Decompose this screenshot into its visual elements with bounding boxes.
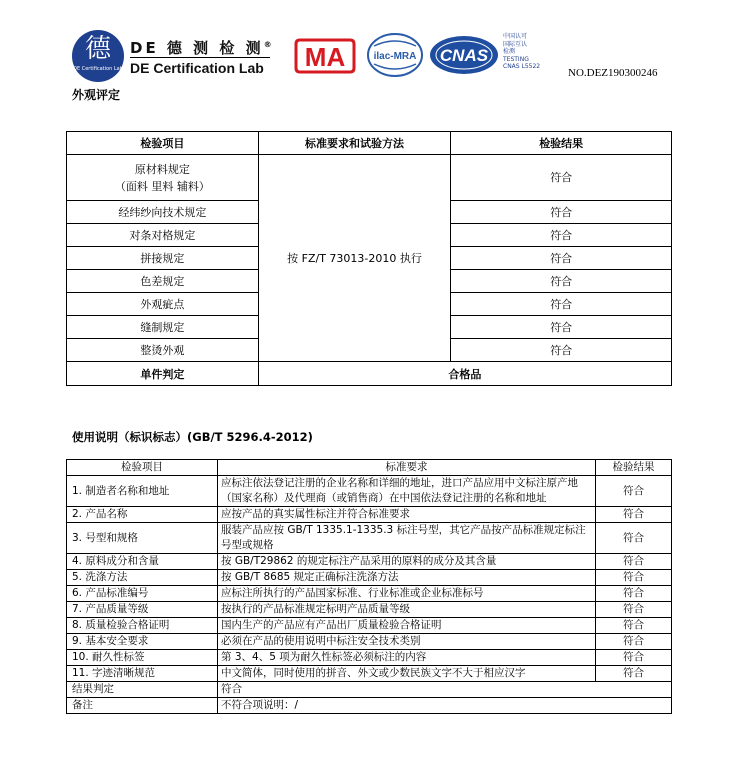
result-cell: 符合: [596, 666, 672, 682]
conclusion-label: 结果判定: [67, 682, 218, 698]
brand-divider: [130, 57, 270, 58]
brand-name-cn: DE 德 测 检 测®: [130, 39, 275, 57]
item-cell: 2. 产品名称: [67, 507, 218, 523]
result-cell: 符合: [451, 270, 672, 293]
item-cell: 9. 基本安全要求: [67, 634, 218, 650]
remark-label: 备注: [67, 698, 218, 714]
conclusion-value: 符合: [218, 682, 672, 698]
result-cell: 符合: [596, 602, 672, 618]
item-cell: 外观疵点: [67, 293, 259, 316]
report-number: NO.DEZ190300246: [568, 67, 658, 79]
result-cell: 符合: [451, 293, 672, 316]
result-cell: 符合: [596, 507, 672, 523]
method-cell: 按 FZ/T 73013-2010 执行: [258, 155, 451, 362]
table-footer-row: [67, 362, 672, 386]
cnas-text: CNAS: [439, 46, 489, 65]
requirement-cell: 国内生产的产品应有产品出厂质量检验合格证明: [218, 618, 596, 634]
header-result: 检验结果: [451, 132, 672, 155]
ilac-mra-logo: [366, 32, 424, 78]
result-cell: 符合: [596, 554, 672, 570]
appearance-table: [66, 131, 672, 386]
requirement-cell: 第 3、4、5 项为耐久性标签必须标注的内容: [218, 650, 596, 666]
cma-mark-logo: [292, 38, 358, 74]
table-row: [67, 507, 672, 523]
table-row: [67, 618, 672, 634]
result-cell: 符合: [596, 650, 672, 666]
table-row: [67, 602, 672, 618]
result-cell: 符合: [596, 634, 672, 650]
requirement-cell: 必须在产品的使用说明中标注安全技术类别: [218, 634, 596, 650]
conclusion-row: [67, 682, 672, 698]
requirement-cell: 中文简体，同时使用的拼音、外文或少数民族文字不大于相应汉字: [218, 666, 596, 682]
labeling-table: [66, 459, 672, 714]
table-row: [67, 476, 672, 507]
item-cell: 对条对格规定: [67, 224, 259, 247]
result-cell: 符合: [596, 523, 672, 554]
remark-value: 不符合项说明：/: [218, 698, 672, 714]
item-cell: 7. 产品质量等级: [67, 602, 218, 618]
result-cell: 符合: [596, 586, 672, 602]
item-cell: 1. 制造者名称和地址: [67, 476, 218, 507]
item-cell: 3. 号型和规格: [67, 523, 218, 554]
requirement-cell: 应标注所执行的产品国家标准、行业标准或企业标准标号: [218, 586, 596, 602]
cnas-accreditation-text: 中国认可 国际互认 检测 TESTING CNAS L5522: [503, 33, 541, 70]
result-cell: 符合: [451, 224, 672, 247]
registered-mark: ®: [263, 40, 275, 49]
logo-subtitle: DE Certification Lab: [73, 66, 123, 72]
item-cell: 色差规定: [67, 270, 259, 293]
header-item: 检验项目: [67, 460, 218, 476]
requirement-cell: 按执行的产品标准规定标明产品质量等级: [218, 602, 596, 618]
header-result: 检验结果: [596, 460, 672, 476]
item-cell: 整烫外观: [67, 339, 259, 362]
cnas-logo: [428, 34, 500, 76]
requirement-cell: 按 GB/T 8685 规定正确标注洗涤方法: [218, 570, 596, 586]
table-row: [67, 634, 672, 650]
footer-label: 单件判定: [67, 362, 259, 386]
item-cell: 10. 耐久性标签: [67, 650, 218, 666]
table-row: [67, 570, 672, 586]
brand-name-en: DE Certification Lab: [130, 60, 264, 76]
table-row: [67, 586, 672, 602]
result-cell: 符合: [596, 618, 672, 634]
company-logo: [72, 30, 124, 82]
section-title-appearance: 外观评定: [72, 88, 121, 102]
item-cell: 缝制规定: [67, 316, 259, 339]
item-cell: 原材料规定 （面料 里料 辅料）: [67, 155, 259, 201]
item-cell: 6. 产品标准编号: [67, 586, 218, 602]
table-row: [67, 666, 672, 682]
result-cell: 符合: [451, 247, 672, 270]
item-cell: 11. 字迹清晰规范: [67, 666, 218, 682]
table-row: [67, 650, 672, 666]
item-cell: 4. 原料成分和含量: [67, 554, 218, 570]
section-title-labeling: 使用说明（标识标志）(GB/T 5296.4-2012): [72, 430, 313, 444]
table-row: [67, 554, 672, 570]
result-cell: 符合: [451, 339, 672, 362]
logo-character: 德: [84, 34, 111, 64]
footer-value: 合格品: [258, 362, 671, 386]
ma-text: MA: [304, 42, 346, 72]
item-cell: 5. 洗涤方法: [67, 570, 218, 586]
remark-row: [67, 698, 672, 714]
table-row: [67, 523, 672, 554]
header-method: 标准要求和试验方法: [258, 132, 451, 155]
result-cell: 符合: [596, 476, 672, 507]
requirement-cell: 服装产品应按 GB/T 1335.1-1335.3 标注号型，其它产品按产品标准规定标注号型或规格: [218, 523, 596, 554]
ilac-text: ilac-MRA: [373, 51, 417, 62]
requirement-cell: 按 GB/T29862 的规定标注产品采用的原料的成分及其含量: [218, 554, 596, 570]
item-cell: 8. 质量检验合格证明: [67, 618, 218, 634]
header-item: 检验项目: [67, 132, 259, 155]
table-row: [67, 155, 672, 201]
table-header-row: [67, 132, 672, 155]
table-header-row: [67, 460, 672, 476]
result-cell: 符合: [451, 155, 672, 201]
result-cell: 符合: [451, 201, 672, 224]
item-cell: 拼接规定: [67, 247, 259, 270]
item-cell: 经纬纱向技术规定: [67, 201, 259, 224]
header-requirement: 标准要求: [218, 460, 596, 476]
result-cell: 符合: [451, 316, 672, 339]
requirement-cell: 应按产品的真实属性标注并符合标准要求: [218, 507, 596, 523]
result-cell: 符合: [596, 570, 672, 586]
requirement-cell: 应标注依法登记注册的企业名称和详细的地址，进口产品应用中文标注原产地（国家名称）及代理商（或销售商）在中国依法登记注册的名称和地址: [218, 476, 596, 507]
